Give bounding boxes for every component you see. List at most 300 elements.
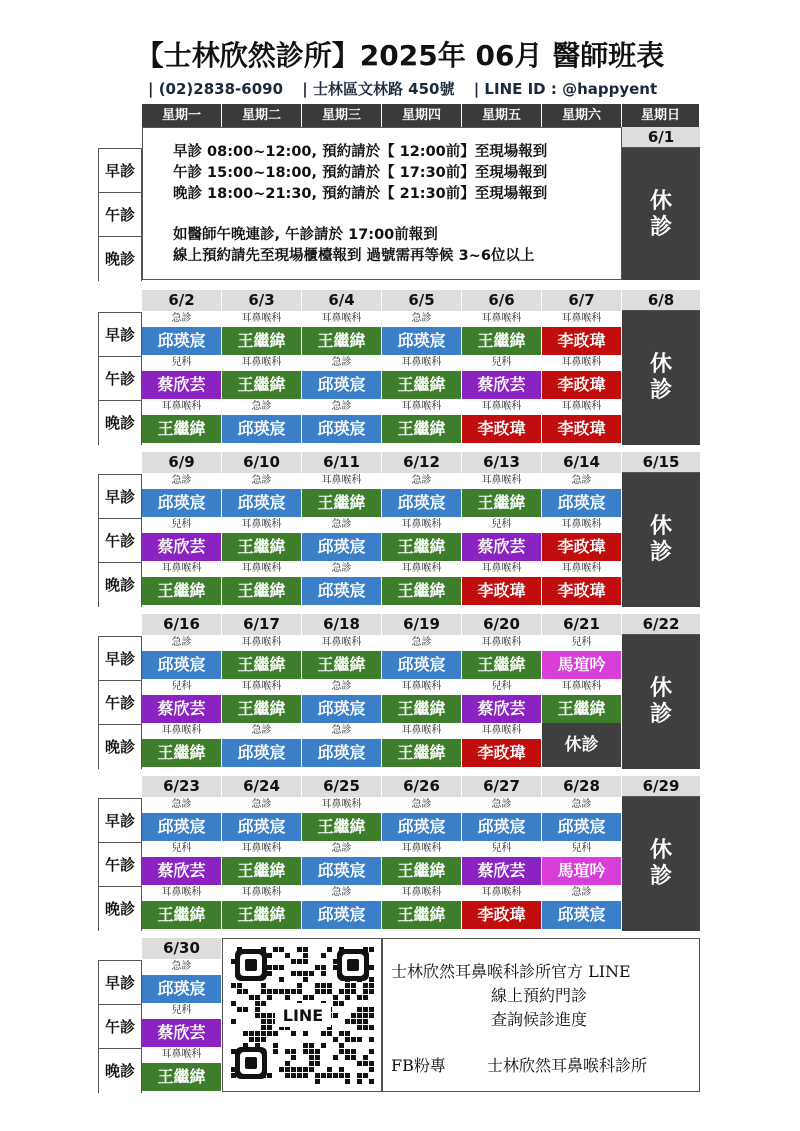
doctor-name: 王繼緯 [142, 577, 221, 605]
department-label: 耳鼻喉科 [382, 679, 461, 695]
department-label: 耳鼻喉科 [542, 517, 621, 533]
day-date: 6/18 [302, 614, 382, 635]
shift-cell [222, 561, 302, 605]
department-label: 急診 [302, 723, 381, 739]
shift-cell [142, 679, 222, 723]
doctor-name: 王繼緯 [462, 489, 541, 517]
doctor-name: 邱瑛宸 [542, 813, 621, 841]
shift-cell [462, 561, 542, 605]
doctor-name: 邱瑛宸 [382, 327, 461, 355]
line-qr-code[interactable] [222, 938, 382, 1092]
department-label: 急診 [302, 885, 381, 901]
shift-cell [302, 885, 382, 929]
shift-cell [222, 311, 302, 355]
department-label: 耳鼻喉科 [542, 355, 621, 371]
shift-cell [462, 841, 542, 885]
department-label: 急診 [142, 959, 221, 975]
shift-cell [222, 841, 302, 885]
department-label: 兒科 [462, 841, 541, 857]
day-date: 6/26 [382, 776, 462, 797]
department-label: 兒科 [462, 517, 541, 533]
day-date: 6/6 [462, 290, 542, 311]
doctor-name: 邱瑛宸 [302, 901, 381, 929]
doctor-name: 王繼緯 [142, 415, 221, 443]
shift-cell [542, 635, 622, 679]
sunday-date: 6/15 [622, 452, 700, 473]
department-label: 耳鼻喉科 [382, 355, 461, 371]
session-morning: 早診 [99, 475, 141, 519]
last-day-column [142, 938, 222, 1091]
shift-cell [302, 355, 382, 399]
department-label: 急診 [222, 723, 301, 739]
sunday-column [622, 614, 700, 769]
department-label: 兒科 [142, 517, 221, 533]
doctor-name: 蔡欣芸 [142, 857, 221, 885]
doctor-name: 邱瑛宸 [222, 813, 301, 841]
doctor-name: 王繼緯 [382, 901, 461, 929]
shift-cell [142, 1003, 222, 1047]
department-label: 耳鼻喉科 [462, 561, 541, 577]
weekday-fri: 星期五 [462, 104, 542, 127]
session-labels [98, 474, 142, 607]
shift-cell [222, 723, 302, 767]
session-row [142, 561, 700, 605]
department-label: 急診 [142, 797, 221, 813]
shift-cell [382, 355, 462, 399]
sunday-closed-bottom: 診 [649, 215, 672, 240]
shift-cell [542, 797, 622, 841]
notice-line: 如醫師午晚連診, 午診請於 17:00前報到 [173, 227, 438, 243]
shift-cell [142, 355, 222, 399]
session-labels [98, 148, 142, 281]
day-date: 6/30 [142, 938, 222, 959]
doctor-name: 王繼緯 [222, 901, 301, 929]
department-label: 急診 [222, 797, 301, 813]
department-label: 耳鼻喉科 [462, 399, 541, 415]
day-date: 6/3 [222, 290, 302, 311]
session-row [142, 679, 700, 723]
qr-code-graphic [223, 939, 381, 1091]
doctor-name: 蔡欣芸 [462, 371, 541, 399]
doctor-name: 蔡欣芸 [462, 695, 541, 723]
department-label: 耳鼻喉科 [382, 517, 461, 533]
shift-cell [462, 473, 542, 517]
session-labels [98, 636, 142, 769]
notice-line: 早診 08:00~12:00, 預約請於【 12:00前】至現場報到 [173, 144, 548, 160]
shift-cell [382, 841, 462, 885]
day-date: 6/24 [222, 776, 302, 797]
shift-cell [542, 399, 622, 443]
shift-cell [382, 473, 462, 517]
shift-cell [142, 517, 222, 561]
week-block [142, 614, 700, 767]
shift-cell [542, 517, 622, 561]
doctor-name: 王繼緯 [382, 695, 461, 723]
doctor-name: 邱瑛宸 [302, 695, 381, 723]
shift-cell [542, 561, 622, 605]
department-label: 急診 [222, 399, 301, 415]
shift-cell [462, 723, 542, 767]
qr-line-label: LINE [282, 1006, 324, 1025]
department-label: 耳鼻喉科 [462, 311, 541, 327]
clinic-address: | 士林區文林路 450號 [302, 80, 455, 98]
department-label: 急診 [302, 399, 381, 415]
session-afternoon: 午診 [99, 357, 141, 401]
doctor-name: 蔡欣芸 [142, 695, 221, 723]
fb-label: FB粉專 [391, 1056, 446, 1075]
doctor-name: 王繼緯 [222, 857, 301, 885]
department-label: 耳鼻喉科 [382, 399, 461, 415]
shift-cell [382, 885, 462, 929]
shift-cell [222, 679, 302, 723]
department-label: 急診 [382, 473, 461, 489]
shift-cell [462, 399, 542, 443]
shift-cell [142, 841, 222, 885]
doctor-name: 王繼緯 [382, 857, 461, 885]
doctor-name: 李政瑋 [542, 371, 621, 399]
shift-cell [222, 885, 302, 929]
day-date: 6/20 [462, 614, 542, 635]
shift-cell [142, 561, 222, 605]
department-label: 耳鼻喉科 [302, 473, 381, 489]
department-label: 耳鼻喉科 [382, 561, 461, 577]
day-date: 6/2 [142, 290, 222, 311]
doctor-name: 王繼緯 [142, 739, 221, 767]
doctor-name: 邱瑛宸 [302, 739, 381, 767]
contact-bar [148, 78, 671, 99]
sunday-column [622, 452, 700, 607]
shift-cell [302, 635, 382, 679]
day-date: 6/9 [142, 452, 222, 473]
session-labels [98, 798, 142, 931]
shift-cell [542, 355, 622, 399]
department-label: 耳鼻喉科 [302, 797, 381, 813]
department-label: 耳鼻喉科 [222, 885, 301, 901]
fb-page-name[interactable]: 士林欣然耳鼻喉科診所 [487, 1056, 648, 1075]
day-date: 6/12 [382, 452, 462, 473]
department-label: 耳鼻喉科 [142, 885, 221, 901]
doctor-name: 王繼緯 [462, 651, 541, 679]
shift-cell [302, 841, 382, 885]
day-date: 6/27 [462, 776, 542, 797]
department-label: 耳鼻喉科 [222, 561, 301, 577]
doctor-name: 王繼緯 [382, 533, 461, 561]
shift-cell [302, 311, 382, 355]
session-row [142, 635, 700, 679]
department-label: 急診 [462, 797, 541, 813]
shift-cell [542, 841, 622, 885]
page-title: 【士林欣然診所】2025年 06月 醫師班表 [135, 39, 665, 72]
session-row [142, 797, 700, 841]
session-afternoon: 午診 [99, 1005, 141, 1049]
shift-cell [222, 355, 302, 399]
doctor-name: 李政瑋 [462, 901, 541, 929]
department-label: 兒科 [142, 679, 221, 695]
department-label: 耳鼻喉科 [142, 723, 221, 739]
department-label: 耳鼻喉科 [142, 399, 221, 415]
sunday-closed-top: 休 [649, 352, 672, 377]
sunday-date: 6/29 [622, 776, 700, 797]
shift-cell [142, 311, 222, 355]
doctor-name: 李政瑋 [542, 577, 621, 605]
doctor-name: 邱瑛宸 [382, 489, 461, 517]
department-label: 耳鼻喉科 [222, 355, 301, 371]
doctor-name: 李政瑋 [462, 739, 541, 767]
doctor-name: 王繼緯 [302, 651, 381, 679]
shift-cell [382, 561, 462, 605]
sunday-closed-bottom: 診 [649, 378, 672, 403]
doctor-name: 王繼緯 [142, 901, 221, 929]
department-label: 耳鼻喉科 [462, 635, 541, 651]
department-label: 耳鼻喉科 [302, 311, 381, 327]
sunday-closed-top: 休 [649, 514, 672, 539]
shift-cell [302, 723, 382, 767]
shift-cell [302, 517, 382, 561]
session-evening: 晚診 [99, 887, 141, 931]
day-date: 6/17 [222, 614, 302, 635]
session-row [142, 355, 700, 399]
department-label: 耳鼻喉科 [222, 635, 301, 651]
notice-box [142, 127, 622, 280]
department-label: 耳鼻喉科 [462, 885, 541, 901]
weekday-mon: 星期一 [142, 104, 222, 127]
shift-cell [222, 635, 302, 679]
doctor-name: 邱瑛宸 [542, 901, 621, 929]
shift-cell [222, 517, 302, 561]
shift-cell [142, 473, 222, 517]
session-evening: 晚診 [99, 401, 141, 445]
department-label: 耳鼻喉科 [142, 561, 221, 577]
session-labels [98, 312, 142, 445]
department-label: 耳鼻喉科 [382, 841, 461, 857]
line-official-text: 士林欣然耳鼻喉科診所官方 LINE [391, 962, 631, 981]
department-label: 急診 [542, 885, 621, 901]
shift-cell [142, 723, 222, 767]
shift-cell [382, 311, 462, 355]
line-info-box [382, 938, 700, 1092]
sunday-column [622, 127, 700, 280]
department-label: 急診 [382, 797, 461, 813]
doctor-name: 李政瑋 [542, 327, 621, 355]
doctor-name: 邱瑛宸 [222, 415, 301, 443]
department-label: 兒科 [142, 1003, 221, 1019]
shift-cell [222, 797, 302, 841]
doctor-name: 王繼緯 [222, 371, 301, 399]
department-label: 兒科 [542, 635, 621, 651]
day-date: 6/23 [142, 776, 222, 797]
shift-cell [382, 635, 462, 679]
doctor-name: 邱瑛宸 [142, 489, 221, 517]
session-labels [98, 960, 142, 1093]
notice-line: 午診 15:00~18:00, 預約請於【 17:30前】至現場報到 [173, 165, 548, 181]
session-afternoon: 午診 [99, 843, 141, 887]
department-label: 兒科 [542, 841, 621, 857]
department-label: 急診 [302, 355, 381, 371]
shift-cell [222, 399, 302, 443]
doctor-name: 王繼緯 [382, 371, 461, 399]
shift-cell [142, 885, 222, 929]
day-date: 6/25 [302, 776, 382, 797]
doctor-name: 王繼緯 [302, 813, 381, 841]
shift-cell [302, 473, 382, 517]
session-morning: 早診 [99, 149, 141, 193]
doctor-name: 邱瑛宸 [142, 975, 221, 1003]
doctor-name: 李政瑋 [542, 533, 621, 561]
day-date: 6/13 [462, 452, 542, 473]
day-date: 6/11 [302, 452, 382, 473]
shift-cell [302, 561, 382, 605]
doctor-name: 王繼緯 [302, 327, 381, 355]
line-booking-text: 線上預約門診 [491, 986, 588, 1005]
doctor-name: 邱瑛宸 [222, 489, 301, 517]
doctor-name: 王繼緯 [222, 533, 301, 561]
sunday-closed-top: 休 [649, 676, 672, 701]
weekday-thu: 星期四 [382, 104, 462, 127]
department-label: 兒科 [142, 355, 221, 371]
doctor-name: 王繼緯 [142, 1063, 221, 1091]
doctor-name: 邱瑛宸 [142, 651, 221, 679]
session-morning: 早診 [99, 313, 141, 357]
department-label: 兒科 [142, 841, 221, 857]
sunday-column [622, 776, 700, 931]
department-label: 急診 [542, 473, 621, 489]
session-row [142, 885, 700, 929]
weekday-header [142, 104, 700, 127]
shift-cell [542, 473, 622, 517]
doctor-name: 李政瑋 [462, 415, 541, 443]
department-label: 急診 [302, 517, 381, 533]
department-label: 急診 [382, 635, 461, 651]
session-morning: 早診 [99, 961, 141, 1005]
week-block [142, 290, 700, 443]
shift-cell [302, 797, 382, 841]
doctor-name: 邱瑛宸 [142, 813, 221, 841]
department-label: 耳鼻喉科 [222, 679, 301, 695]
day-date: 6/5 [382, 290, 462, 311]
doctor-name: 李政瑋 [542, 415, 621, 443]
sunday-closed-top: 休 [649, 189, 672, 214]
shift-cell [382, 797, 462, 841]
doctor-name: 蔡欣芸 [462, 857, 541, 885]
department-label: 急診 [302, 679, 381, 695]
department-label: 兒科 [462, 355, 541, 371]
week-block [142, 776, 700, 929]
week-block [142, 452, 700, 605]
doctor-name: 邱瑛宸 [302, 857, 381, 885]
doctor-name: 邱瑛宸 [382, 651, 461, 679]
department-label: 急診 [302, 561, 381, 577]
shift-cell [142, 959, 222, 1003]
doctor-name: 王繼緯 [302, 489, 381, 517]
department-label: 急診 [542, 797, 621, 813]
department-label: 急診 [142, 473, 221, 489]
doctor-name: 王繼緯 [222, 651, 301, 679]
doctor-name: 王繼緯 [222, 327, 301, 355]
day-date: 6/16 [142, 614, 222, 635]
doctor-name: 王繼緯 [382, 415, 461, 443]
shift-cell [142, 399, 222, 443]
session-row [142, 311, 700, 355]
department-label: 耳鼻喉科 [542, 679, 621, 695]
doctor-name: 王繼緯 [382, 577, 461, 605]
day-date: 6/14 [542, 452, 622, 473]
shift-cell [462, 311, 542, 355]
shift-cell [142, 635, 222, 679]
doctor-name: 王繼緯 [382, 739, 461, 767]
department-label: 耳鼻喉科 [382, 723, 461, 739]
phone-number: | (02)2838-6090 [148, 80, 284, 98]
sunday-date: 6/1 [622, 127, 700, 148]
shift-cell [462, 797, 542, 841]
session-afternoon: 午診 [99, 519, 141, 563]
session-row [142, 841, 700, 885]
doctor-name: 邱瑛宸 [542, 489, 621, 517]
department-label: 耳鼻喉科 [222, 517, 301, 533]
doctor-name: 王繼緯 [462, 327, 541, 355]
department-label: 急診 [302, 841, 381, 857]
doctor-name: 邱瑛宸 [302, 371, 381, 399]
doctor-name: 蔡欣芸 [462, 533, 541, 561]
session-evening: 晚診 [99, 563, 141, 607]
notice-line: 線上預約請先至現場櫃檯報到 過號需再等候 3~6位以上 [173, 248, 535, 264]
sunday-closed-top: 休 [649, 838, 672, 863]
department-label: 耳鼻喉科 [222, 841, 301, 857]
sunday-date: 6/22 [622, 614, 700, 635]
doctor-name: 王繼緯 [222, 577, 301, 605]
day-date: 6/19 [382, 614, 462, 635]
shift-cell [302, 399, 382, 443]
department-label: 耳鼻喉科 [382, 885, 461, 901]
session-afternoon: 午診 [99, 193, 141, 237]
shift-cell [462, 885, 542, 929]
sunday-column [622, 290, 700, 445]
doctor-name: 馬瑄吟 [542, 857, 621, 885]
line-id: | LINE ID : @happyent [473, 80, 658, 98]
doctor-name: 邱瑛宸 [302, 577, 381, 605]
closed-cell: 休診 [542, 723, 622, 767]
shift-cell [542, 679, 622, 723]
sunday-closed-bottom: 診 [649, 540, 672, 565]
weekday-tue: 星期二 [222, 104, 302, 127]
doctor-name: 邱瑛宸 [462, 813, 541, 841]
department-label: 耳鼻喉科 [302, 635, 381, 651]
doctor-name: 邱瑛宸 [222, 739, 301, 767]
shift-cell [542, 311, 622, 355]
session-row [142, 399, 700, 443]
department-label: 急診 [382, 311, 461, 327]
department-label: 耳鼻喉科 [142, 1047, 221, 1063]
shift-cell [382, 399, 462, 443]
department-label: 耳鼻喉科 [222, 311, 301, 327]
session-afternoon: 午診 [99, 681, 141, 725]
sunday-closed-bottom: 診 [649, 702, 672, 727]
department-label: 兒科 [462, 679, 541, 695]
session-evening: 晚診 [99, 237, 141, 281]
shift-cell [382, 679, 462, 723]
doctor-name: 王繼緯 [542, 695, 621, 723]
shift-cell [142, 797, 222, 841]
department-label: 急診 [142, 311, 221, 327]
doctor-name: 李政瑋 [462, 577, 541, 605]
day-date: 6/10 [222, 452, 302, 473]
shift-cell [462, 517, 542, 561]
shift-cell [542, 885, 622, 929]
doctor-name: 王繼緯 [222, 695, 301, 723]
department-label: 耳鼻喉科 [542, 561, 621, 577]
doctor-name: 邱瑛宸 [302, 415, 381, 443]
weekday-sat: 星期六 [542, 104, 622, 127]
session-morning: 早診 [99, 637, 141, 681]
